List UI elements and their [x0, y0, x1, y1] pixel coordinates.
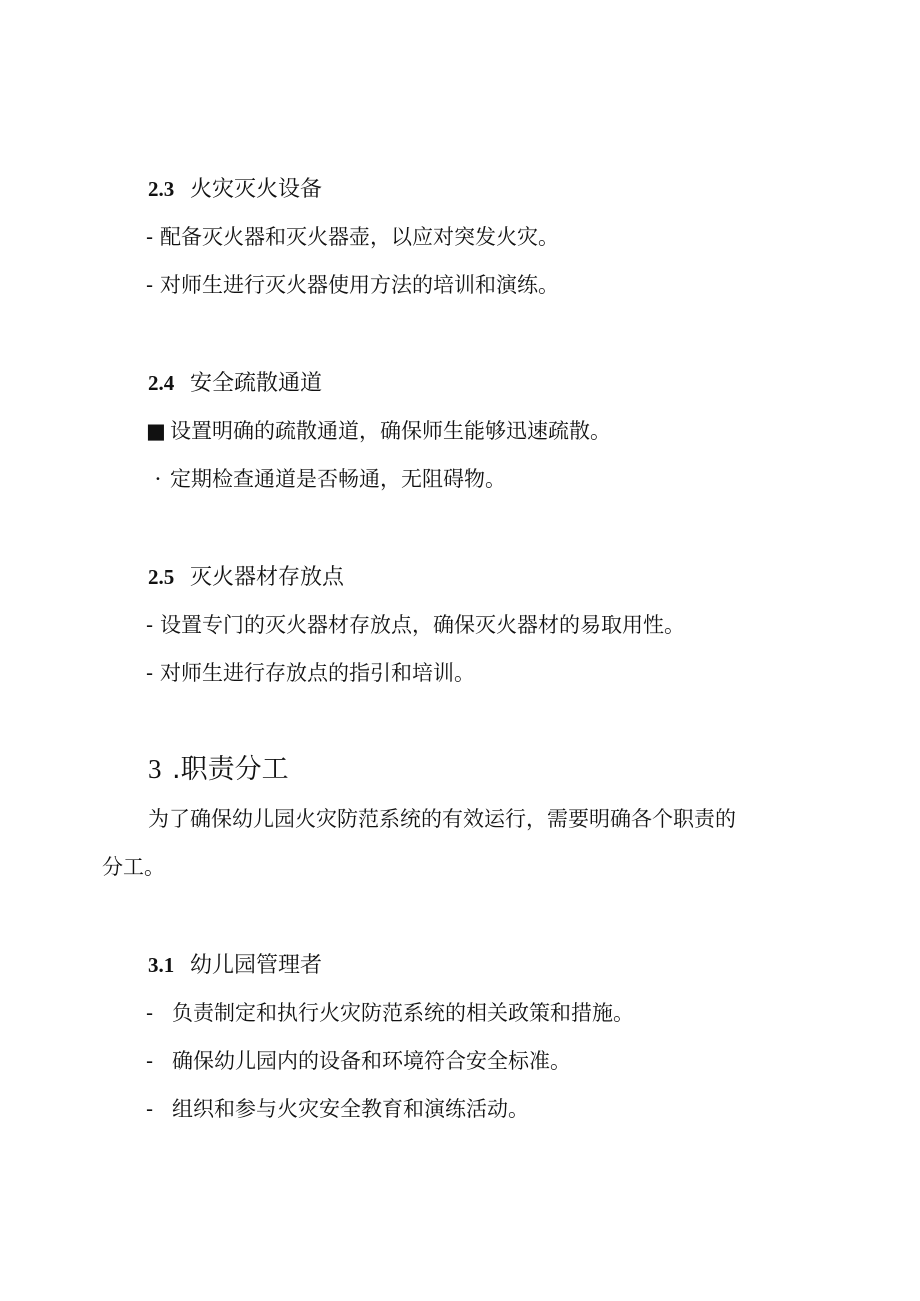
list-item: [146, 1099, 529, 1120]
list-item-text: 设置明确的疏散通道，确保师生能够迅速疏散。: [170, 419, 611, 443]
list-item: [146, 227, 559, 248]
list-item: [146, 1003, 634, 1024]
list-item-text: 配备灭火器和灭火器壶，以应对突发火灾。: [160, 225, 559, 249]
chapter-heading-3: [148, 756, 289, 783]
square-bullet-icon: ■: [146, 419, 166, 443]
list-item: [146, 663, 475, 684]
dash-marker: -: [146, 225, 154, 249]
list-item-text: 组织和参与火灾安全教育和演练活动。: [172, 1097, 529, 1121]
dash-marker: -: [146, 1049, 154, 1073]
dash-marker: -: [146, 661, 154, 685]
dash-marker: -: [146, 1097, 154, 1121]
list-item-text: 确保幼儿园内的设备和环境符合安全标准。: [172, 1049, 571, 1073]
list-item-text: 设置专门的灭火器材存放点，确保灭火器材的易取用性。: [160, 613, 685, 637]
list-item: [146, 1051, 571, 1072]
section-number: 2.5: [148, 565, 175, 589]
list-item: [146, 615, 685, 636]
chapter-title: .职责分工: [172, 754, 289, 785]
section-title: 火灾灭火设备: [190, 177, 323, 202]
dash-marker: -: [146, 273, 154, 297]
section-heading-2-4: [148, 373, 322, 395]
intro-paragraph-line-1: 为了确保幼儿园火灾防范系统的有效运行，需要明确各个职责的: [148, 807, 736, 831]
section-heading-3-1: [148, 955, 322, 977]
section-heading-2-5: [148, 567, 344, 589]
section-number: 2.3: [148, 177, 175, 201]
list-item-text: 定期检查通道是否畅通，无阻碍物。: [170, 467, 506, 491]
dot-bullet-icon: ·: [154, 467, 162, 491]
list-item: [146, 275, 559, 296]
list-item: [146, 469, 506, 490]
section-number: 2.4: [148, 371, 175, 395]
chapter-number: 3: [148, 754, 162, 784]
list-item-text: 对师生进行灭火器使用方法的培训和演练。: [160, 273, 559, 297]
section-title: 安全疏散通道: [190, 371, 323, 396]
list-item-text: 对师生进行存放点的指引和培训。: [160, 661, 475, 685]
list-item-text: 负责制定和执行火灾防范系统的相关政策和措施。: [172, 1001, 634, 1025]
section-title: 幼儿园管理者: [190, 953, 323, 978]
section-number: 3.1: [148, 953, 175, 977]
section-title: 灭火器材存放点: [190, 565, 345, 590]
section-heading-2-3: [148, 179, 322, 201]
list-item: [146, 421, 611, 442]
dash-marker: -: [146, 1001, 154, 1025]
intro-paragraph-line-2: 分工。: [102, 855, 165, 879]
dash-marker: -: [146, 613, 154, 637]
